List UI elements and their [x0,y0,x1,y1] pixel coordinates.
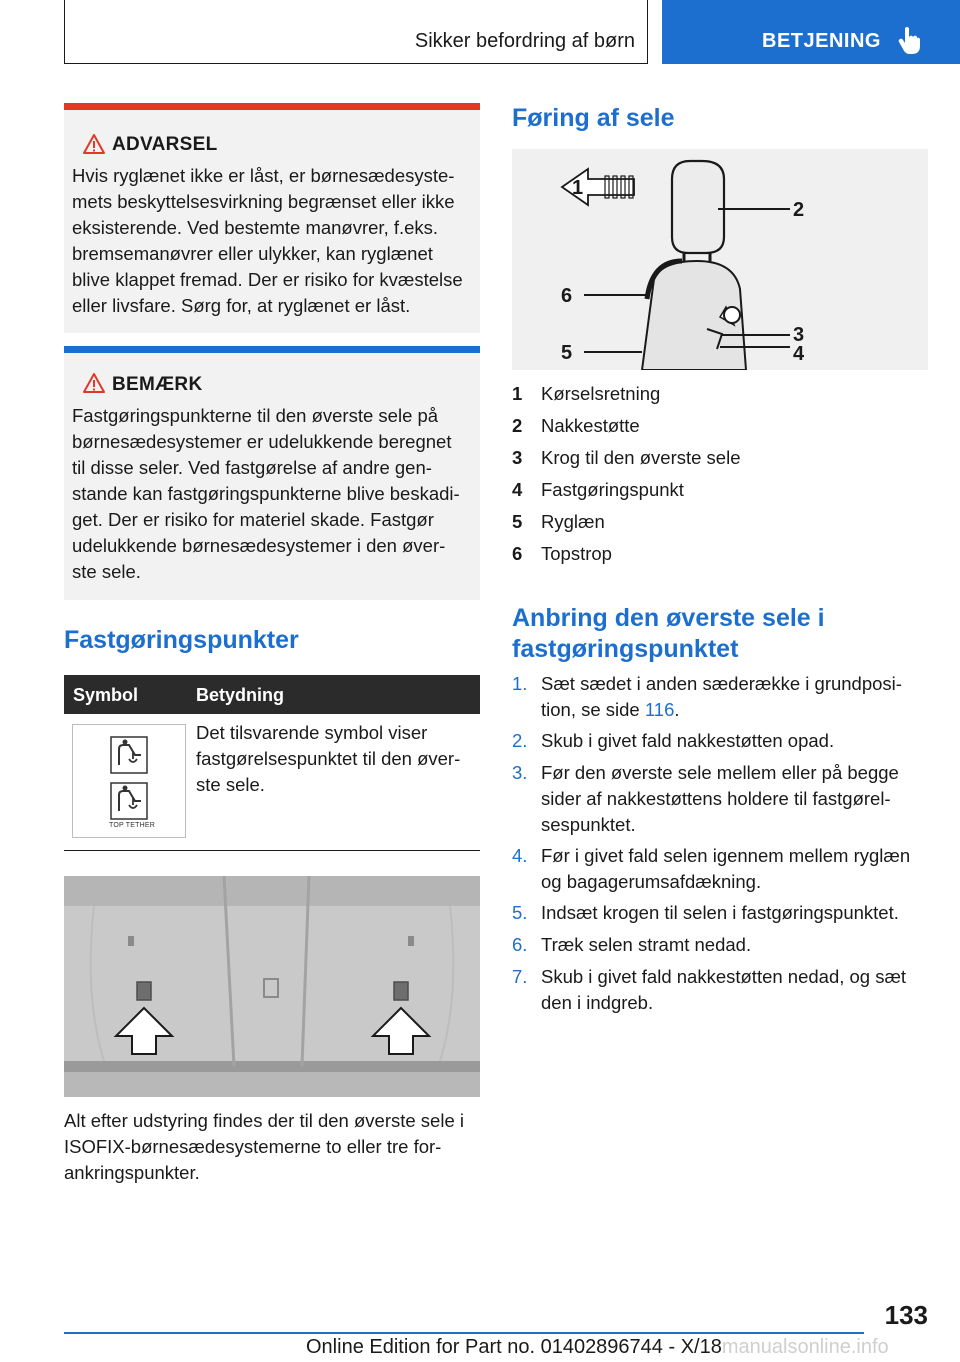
notice-box [64,346,480,600]
col-meaning: Betydning [196,685,284,705]
footer-rule [64,1332,864,1334]
notice-bar [64,346,480,353]
legend-item: 2 Nakkestøtte [512,415,640,436]
legend-item: 6 Topstrop [512,543,612,564]
top-tether-symbol [72,724,186,838]
warning-triangle-icon [82,133,106,155]
svg-text:4: 4 [793,343,805,365]
col-symbol: Symbol [73,685,139,705]
page-number: 133 [884,1300,928,1330]
anchor-points-photo [64,876,480,1097]
warning-title: ADVARSEL [112,134,218,155]
footer-edition: Online Edition for Part no. 01402896744 - X/18manualsonline.info [306,1336,889,1358]
table-rule [64,850,480,851]
child-seat-anchor-icon [73,725,185,837]
routing-heading: Føring af sele [512,104,675,132]
warning-text: Hvis ryglænet ikke er låst, er børnesædesyste- mets beskyttelsesvirkning begrænset eller ikke eksisterende. Ved bestemte manøvrer, f.eks. bremsemanøvrer eller ulykker, kan ryglænet blive klappet fremad. Der er risiko for kvæstelse eller livsfare. Sørg for, at ryglænet er låst. [72,165,463,316]
header-section-title: Sikker befordring af børn [414,30,635,52]
legend-item: 5 Ryglæn [512,511,605,532]
symbol-caption: TOP TETHER [109,822,155,829]
warning-box [64,103,480,333]
headrest-diagram [512,149,928,370]
footer-watermark: manualsonline.info [721,1336,889,1358]
legend-item: 4 Fastgøringspunkt [512,479,684,500]
legend-item: 1 Kørselsretning [512,383,661,404]
svg-text:2: 2 [793,199,805,221]
svg-text:6: 6 [561,285,573,307]
header-section-box [64,0,648,64]
notice-triangle-icon [82,372,106,394]
header-chapter-title: BETJENING [762,30,881,52]
anchors-heading: Fastgøringspunkter [64,626,299,654]
page-link-116[interactable]: 116 [644,699,675,720]
pointing-hand-icon [898,26,920,54]
header-chapter-tab [662,0,960,64]
warning-bar [64,103,480,110]
symbol-meaning: Det tilsvarende symbol viser fastgørelsespunktet til den øver- ste sele. [196,722,461,795]
legend-item: 3 Krog til den øverste sele [512,447,741,468]
notice-text: Fastgøringspunkterne til den øverste sele på børnesædesystemer er udelukkende beregnet til disse seler. Ved fastgørelse af andre gen- stande kan fastgøringspunkterne blive beskadi- get. Der er risiko for materiel skade. Fastgør udelukkende børnesædesystemer i den øver- ste sele. [72,405,460,582]
svg-text:5: 5 [561,342,573,364]
notice-title: BEMÆRK [112,374,203,395]
svg-text:1: 1 [572,177,584,199]
mounting-heading: Anbring den øverste sele i fastgøringspunktet [512,604,825,663]
svg-text:3: 3 [793,324,805,346]
anchors-paragraph: Alt efter udstyring findes der til den øverste sele i ISOFIX-børnesædesystemerne to eller tre for- ankringspunkter. [64,1110,464,1183]
symbol-table-header [64,675,480,714]
